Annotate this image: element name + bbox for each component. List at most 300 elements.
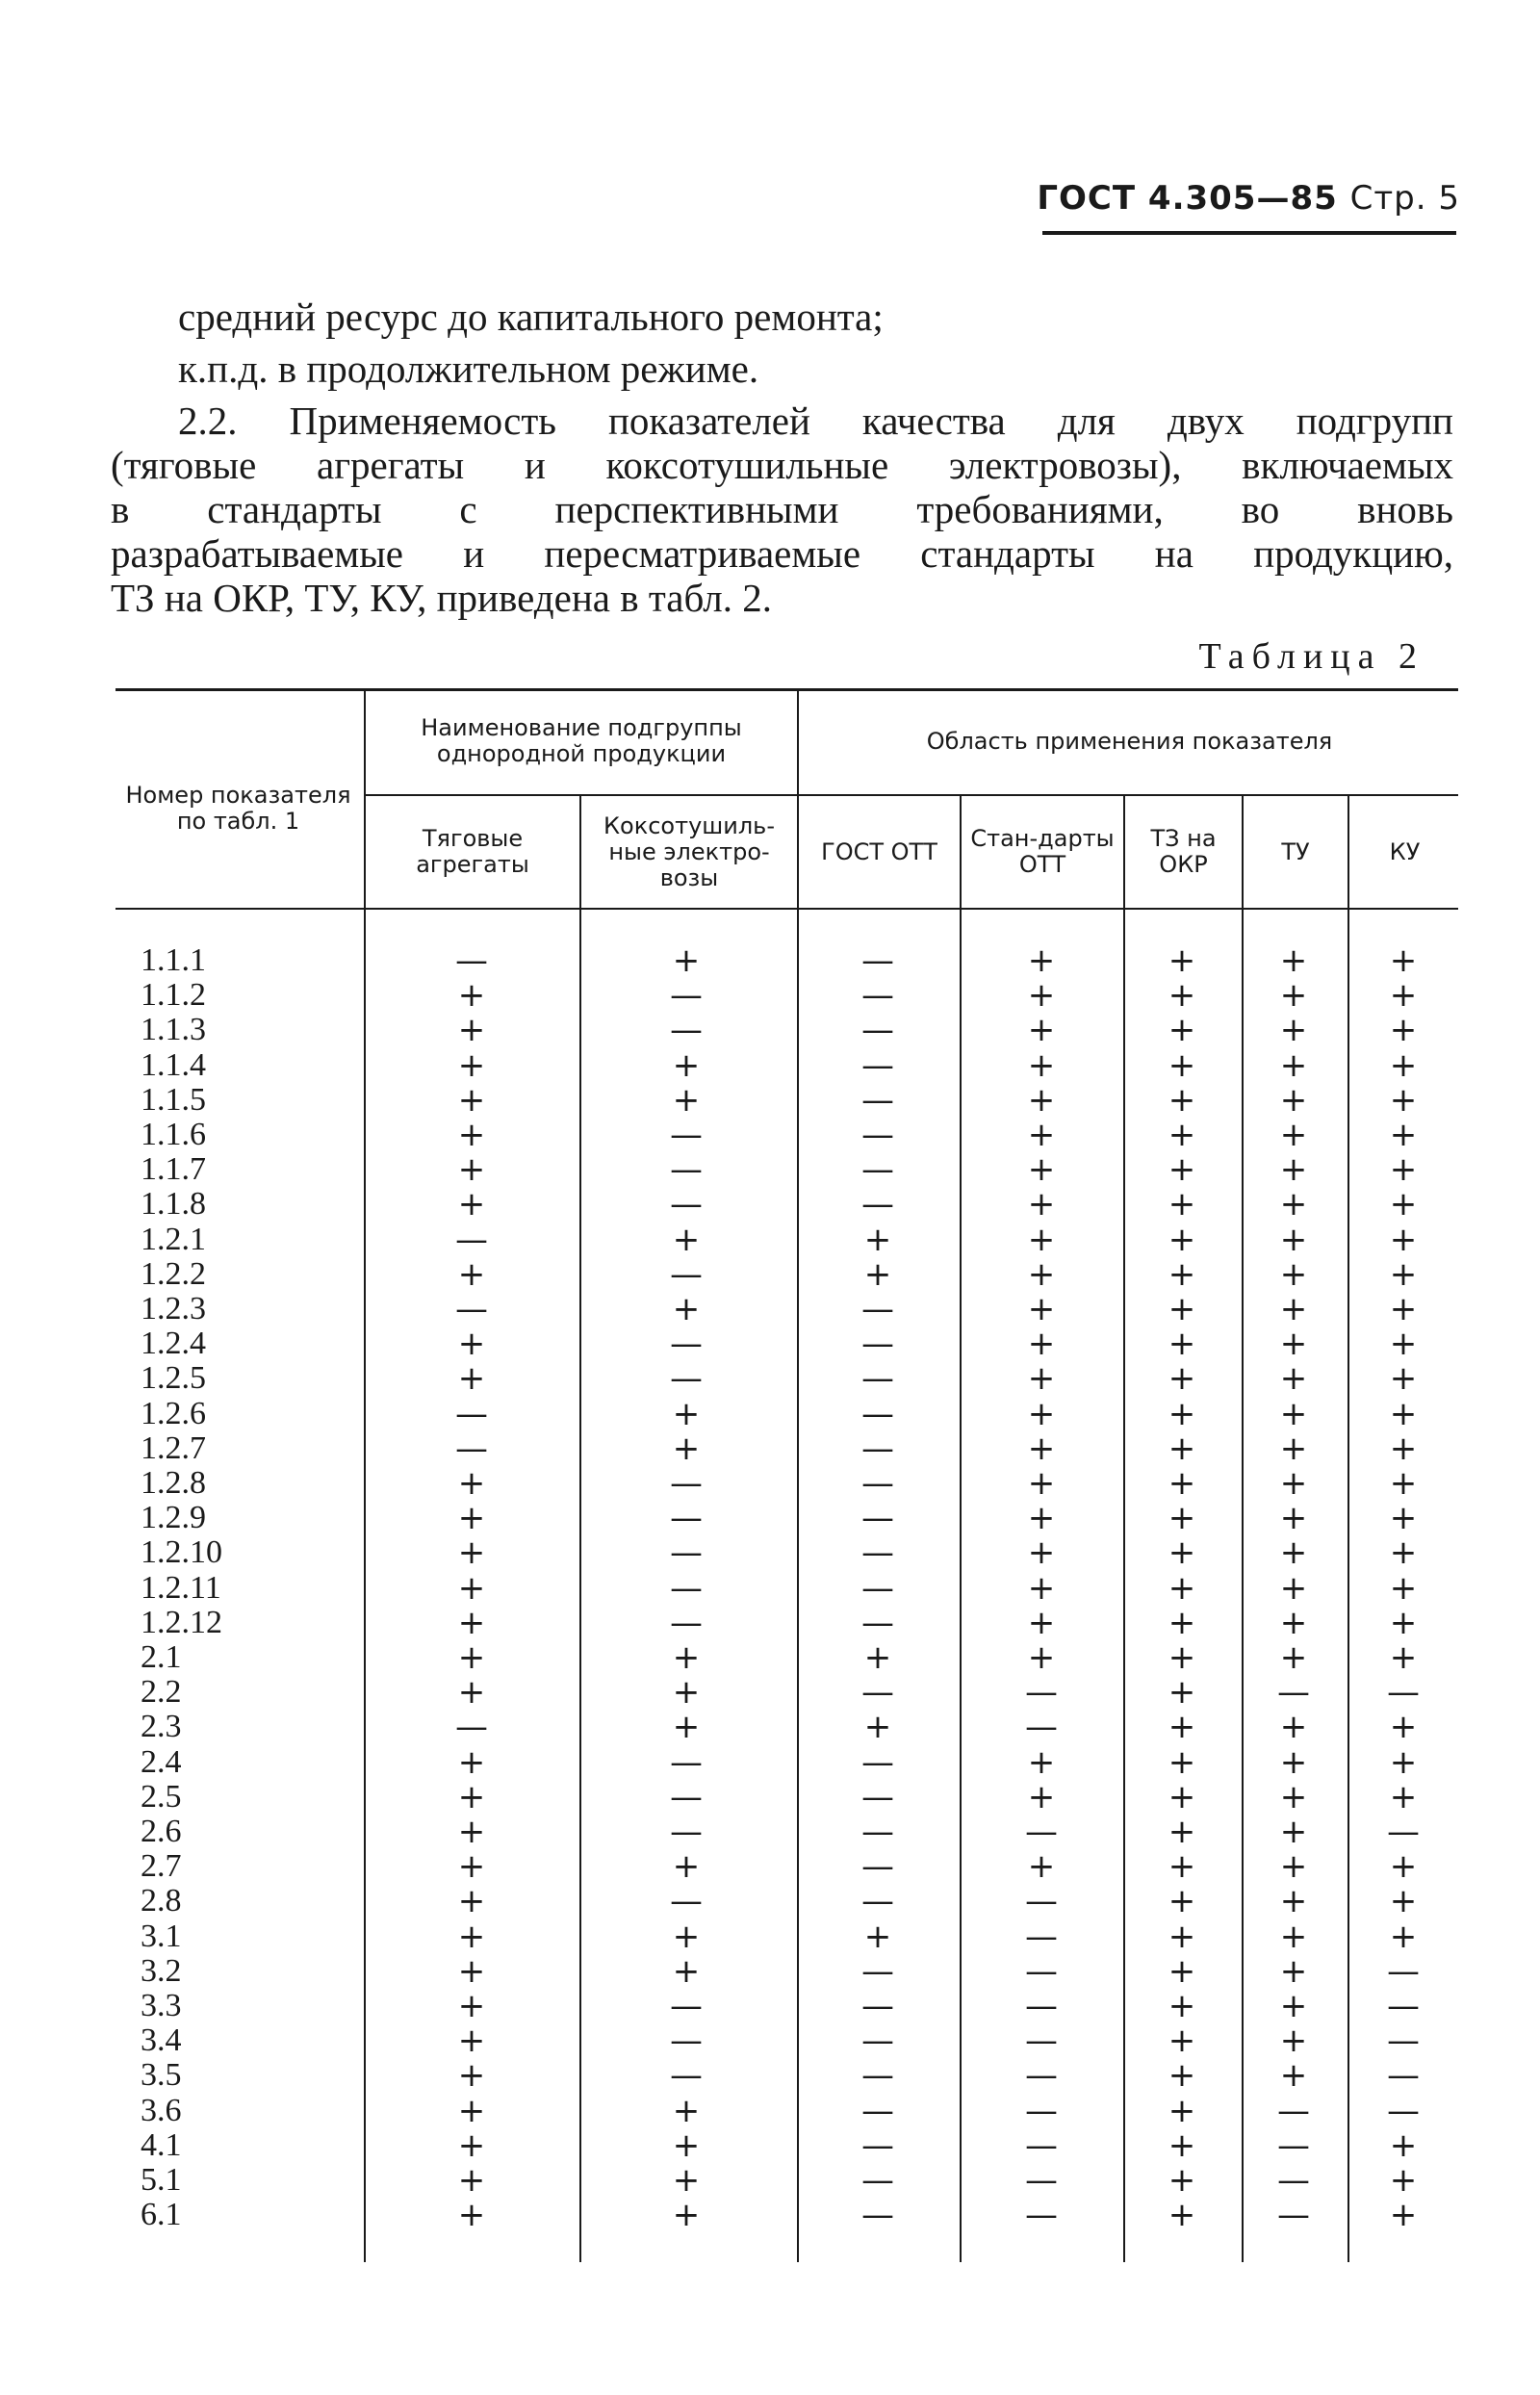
table-cell-mark: — xyxy=(861,1080,894,1120)
table-cell-mark: — xyxy=(861,2022,894,2061)
table-cell-mark: + xyxy=(1279,1116,1308,1154)
table-cell-mark: — xyxy=(1277,2196,1310,2235)
table-cell-mark: + xyxy=(1168,2161,1196,2200)
table-cell-mark: + xyxy=(1389,1429,1418,1468)
table-cell-mark: — xyxy=(1025,2161,1058,2200)
table-cell-mark: + xyxy=(1027,1847,1056,1887)
table-cell-mark: — xyxy=(455,1220,488,1259)
table-cell-mark: — xyxy=(861,1533,894,1573)
table-cell-mark: + xyxy=(457,1254,486,1294)
table-cell-mark: + xyxy=(1168,1045,1196,1085)
table-cell-mark: — xyxy=(861,1987,894,2025)
table-cell-mark: + xyxy=(1389,1638,1418,1677)
table-cell-mark: — xyxy=(861,1359,894,1399)
table-cell-mark: — xyxy=(1387,2091,1420,2130)
table-cell-mark: + xyxy=(1389,1150,1418,1190)
table-cell-mark: + xyxy=(457,1673,486,1713)
table-cell-mark: + xyxy=(1279,1568,1308,1608)
row-number: 3.6 xyxy=(141,2092,182,2128)
table-cell-mark: + xyxy=(1027,1499,1056,1538)
table-cell-mark: + xyxy=(1389,1359,1418,1399)
table-cell-mark: + xyxy=(1027,1359,1056,1399)
row-number: 3.5 xyxy=(141,2057,182,2094)
table-cell-mark: + xyxy=(457,1499,486,1538)
table-cell-mark: — xyxy=(861,1290,894,1328)
table-cell-mark: — xyxy=(1387,1951,1420,1991)
table-cell-mark: — xyxy=(670,1116,703,1154)
table-cell-mark: — xyxy=(861,1464,894,1503)
table-cell-mark: — xyxy=(1025,1882,1058,1921)
table-mid-rule xyxy=(366,794,1458,796)
row-number: 2.2 xyxy=(141,1674,182,1711)
header-rule xyxy=(1042,231,1456,235)
table-cell-mark: + xyxy=(1279,1080,1308,1120)
table-cell-mark: — xyxy=(1387,2022,1420,2061)
row-number: 1.2.1 xyxy=(141,1221,206,1257)
table-cell-mark: + xyxy=(1168,1464,1196,1503)
table-cell-mark: + xyxy=(1168,1080,1196,1120)
table-cell-mark: + xyxy=(1389,2125,1418,2165)
table-cell-mark: + xyxy=(1168,2196,1196,2235)
table-cell-mark: — xyxy=(861,1045,894,1085)
table-cell-mark: + xyxy=(457,2125,486,2165)
table-cell-mark: — xyxy=(670,1499,703,1538)
table-cell-mark: — xyxy=(861,1882,894,1921)
row-number: 1.1.6 xyxy=(141,1117,206,1152)
header-col-traction: Тяговые агрегаты xyxy=(416,825,529,878)
table-cell-mark: — xyxy=(670,1742,703,1782)
table-cell-mark: + xyxy=(1027,976,1056,1016)
table-cell-mark: — xyxy=(1387,2056,1420,2096)
table-cell-mark: — xyxy=(670,1813,703,1851)
table-cell-mark: — xyxy=(670,1882,703,1921)
table-cell-mark: + xyxy=(457,2022,486,2061)
table-cell-mark: + xyxy=(1279,1917,1308,1956)
row-number: 1.2.12 xyxy=(141,1604,222,1640)
row-number: 1.2.2 xyxy=(141,1255,206,1292)
table-cell-mark: — xyxy=(1025,1708,1058,1747)
table-cell-mark: — xyxy=(1025,2056,1058,2096)
col-divider xyxy=(364,691,366,2262)
table-cell-mark: — xyxy=(670,1603,703,1642)
table-cell-mark: — xyxy=(861,1011,894,1050)
table-cell-mark: + xyxy=(863,1220,892,1259)
table-cell-mark: + xyxy=(457,1917,486,1956)
table-cell-mark: + xyxy=(1027,1603,1056,1642)
table-cell-mark: + xyxy=(1389,1394,1418,1433)
row-number: 3.1 xyxy=(141,1918,182,1954)
table-cell-mark: + xyxy=(1279,1987,1308,2025)
table-cell-mark: — xyxy=(861,1150,894,1190)
table-cell-mark: + xyxy=(1027,1394,1056,1433)
table-cell-mark: + xyxy=(1027,1429,1056,1468)
table-cell-mark: + xyxy=(1389,2161,1418,2200)
table-cell-mark: + xyxy=(1279,1847,1308,1887)
table-cell-mark: + xyxy=(457,1638,486,1677)
table-cell-mark: + xyxy=(1389,1080,1418,1120)
table-cell-mark: — xyxy=(861,1185,894,1224)
table-cell-mark: + xyxy=(1389,1116,1418,1154)
row-number: 1.2.7 xyxy=(141,1429,206,1466)
col-divider xyxy=(579,796,581,2262)
header-number: Номер показателя по табл. 1 xyxy=(125,782,351,835)
header-col-ku: КУ xyxy=(1389,837,1421,865)
row-number: 2.5 xyxy=(141,1778,182,1815)
row-number: 1.1.7 xyxy=(141,1151,206,1188)
table-cell-mark: + xyxy=(1279,1429,1308,1468)
table-cell-mark: + xyxy=(457,1847,486,1887)
table-cell-mark: — xyxy=(670,2056,703,2096)
table-cell-mark: + xyxy=(1168,1011,1196,1050)
table-cell-mark: + xyxy=(457,2196,486,2235)
table-cell-mark: — xyxy=(1025,1673,1058,1713)
table-cell-mark: + xyxy=(672,1429,701,1468)
table-cell-mark: + xyxy=(457,1359,486,1399)
table-cell-mark: — xyxy=(861,1429,894,1468)
table-cell-mark: — xyxy=(861,2091,894,2130)
table-cell-mark: + xyxy=(1168,1429,1196,1468)
table-cell-mark: + xyxy=(1168,1359,1196,1399)
table-cell-mark: + xyxy=(457,1080,486,1120)
table-cell-mark: + xyxy=(1389,1220,1418,1259)
header-subgroup: Наименование подгруппы однородной продукции xyxy=(421,714,742,767)
table-cell-mark: — xyxy=(1387,1987,1420,2025)
row-number: 1.1.1 xyxy=(141,942,206,978)
table-cell-mark: — xyxy=(861,1116,894,1154)
table-cell-mark: + xyxy=(1389,1011,1418,1050)
table-top-rule xyxy=(116,688,1458,691)
table-cell-mark: — xyxy=(670,1325,703,1364)
row-number: 2.6 xyxy=(141,1814,182,1849)
table-cell-mark: + xyxy=(457,1603,486,1642)
table-cell-mark: — xyxy=(670,1568,703,1608)
table-cell-mark: — xyxy=(670,1150,703,1190)
table-cell-mark: — xyxy=(861,1499,894,1538)
header-scope: Область применения показателя xyxy=(926,727,1333,755)
table-cell-mark: + xyxy=(672,1708,701,1747)
header-col-tu: ТУ xyxy=(1281,837,1310,865)
table-cell-mark: — xyxy=(1025,2125,1058,2165)
table-cell-mark: + xyxy=(1279,1603,1308,1642)
table-cell-mark: + xyxy=(457,1150,486,1190)
table-cell-mark: + xyxy=(1168,1742,1196,1782)
row-number: 3.2 xyxy=(141,1952,182,1989)
table-cell-mark: + xyxy=(672,2161,701,2200)
table-cell-mark: + xyxy=(1389,1882,1418,1921)
table-cell-mark: + xyxy=(1389,1742,1418,1782)
row-number: 2.3 xyxy=(141,1709,182,1745)
table-cell-mark: — xyxy=(670,1359,703,1399)
paragraph-line: разрабатываемые и пересматриваемые стандарты на продукцию, xyxy=(111,531,1453,576)
table-cell-mark: + xyxy=(672,1847,701,1887)
table-cell-mark: + xyxy=(1027,1220,1056,1259)
table-cell-mark: + xyxy=(672,2125,701,2165)
row-number: 3.3 xyxy=(141,1988,182,2023)
table-cell-mark: — xyxy=(861,2196,894,2235)
table-cell-mark: + xyxy=(1389,1847,1418,1887)
table-cell-mark: + xyxy=(1168,1185,1196,1224)
table-caption: Таблица 2 xyxy=(1198,636,1424,677)
table-cell-mark: + xyxy=(1389,1533,1418,1573)
table-cell-mark: + xyxy=(457,2161,486,2200)
table-cell-mark: + xyxy=(863,1638,892,1677)
table-cell-mark: + xyxy=(672,2196,701,2235)
table-cell-mark: — xyxy=(1025,1813,1058,1851)
table-cell-mark: + xyxy=(1168,976,1196,1016)
col-divider xyxy=(1348,796,1349,2262)
table-cell-mark: — xyxy=(861,1325,894,1364)
paragraph-line: (тяговые агрегаты и коксотушильные электровозы), включаемых xyxy=(111,443,1453,487)
table-cell-mark: + xyxy=(1027,1150,1056,1190)
list-line: средний ресурс до капитального ремонта; xyxy=(178,295,884,339)
table-cell-mark: + xyxy=(1279,1325,1308,1364)
table-cell-mark: — xyxy=(1387,1813,1420,1851)
table-cell-mark: — xyxy=(861,1777,894,1816)
table-cell-mark: + xyxy=(457,2091,486,2130)
table-cell-mark: + xyxy=(1389,1254,1418,1294)
table-cell-mark: — xyxy=(670,976,703,1016)
page-number: Стр. 5 xyxy=(1349,179,1460,218)
table-cell-mark: + xyxy=(1389,2196,1418,2235)
table-cell-mark: + xyxy=(1027,1185,1056,1224)
table-cell-mark: — xyxy=(670,1464,703,1503)
table-cell-mark: + xyxy=(1279,1499,1308,1538)
table-cell-mark: + xyxy=(1168,1951,1196,1991)
table-cell-mark: + xyxy=(672,1220,701,1259)
table-cell-mark: — xyxy=(455,1708,488,1747)
table-cell-mark: + xyxy=(1168,1673,1196,1713)
table-cell-mark: — xyxy=(455,1394,488,1433)
table-cell-mark: + xyxy=(1027,941,1056,980)
table-cell-mark: — xyxy=(1025,1987,1058,2025)
row-number: 2.7 xyxy=(141,1848,182,1885)
table-cell-mark: + xyxy=(1279,1951,1308,1991)
table-cell-mark: + xyxy=(1389,1045,1418,1085)
table-cell-mark: — xyxy=(455,1429,488,1468)
table-cell-mark: + xyxy=(1279,1045,1308,1085)
table-cell-mark: — xyxy=(455,941,488,980)
table-cell-mark: — xyxy=(1025,2022,1058,2061)
table-cell-mark: + xyxy=(1279,1220,1308,1259)
table-cell-mark: + xyxy=(672,1638,701,1677)
table-cell-mark: — xyxy=(861,2161,894,2200)
table-cell-mark: + xyxy=(672,2091,701,2130)
table-cell-mark: + xyxy=(1168,1708,1196,1747)
row-number: 1.2.3 xyxy=(141,1291,206,1326)
table-cell-mark: — xyxy=(670,1011,703,1050)
table-cell-mark: + xyxy=(1168,2091,1196,2130)
table-cell-mark: — xyxy=(861,2056,894,2096)
table-cell-mark: + xyxy=(1168,1813,1196,1851)
table-cell-mark: + xyxy=(457,1464,486,1503)
table-cell-mark: + xyxy=(1027,1080,1056,1120)
row-number: 1.1.5 xyxy=(141,1081,206,1118)
paragraph-line: 2.2. Применяемость показателей качества для двух подгрупп xyxy=(178,399,1453,443)
table-cell-mark: + xyxy=(1168,1987,1196,2025)
table-cell-mark: + xyxy=(1279,1533,1308,1573)
table-cell-mark: — xyxy=(670,1185,703,1224)
table-cell-mark: + xyxy=(1168,941,1196,980)
row-number: 5.1 xyxy=(141,2162,182,2198)
table-cell-mark: + xyxy=(457,1813,486,1851)
table-cell-mark: + xyxy=(1389,976,1418,1016)
table-cell-mark: + xyxy=(1168,1394,1196,1433)
table-cell-mark: + xyxy=(1279,2022,1308,2061)
row-number: 1.2.4 xyxy=(141,1326,206,1362)
row-number: 1.2.8 xyxy=(141,1465,206,1501)
table-cell-mark: + xyxy=(672,1917,701,1956)
col-divider xyxy=(1123,796,1125,2262)
table-cell-mark: — xyxy=(861,976,894,1016)
table-cell-mark: + xyxy=(1279,1011,1308,1050)
table-cell-mark: + xyxy=(1168,1638,1196,1677)
table-cell-mark: + xyxy=(1027,1638,1056,1677)
col-divider xyxy=(960,796,962,2262)
table-cell-mark: — xyxy=(1387,1673,1420,1713)
table-cell-mark: + xyxy=(1168,1533,1196,1573)
table-cell-mark: — xyxy=(861,1847,894,1887)
table-cell-mark: — xyxy=(861,1813,894,1851)
table-cell-mark: + xyxy=(1279,941,1308,980)
table-cell-mark: + xyxy=(457,1533,486,1573)
row-number: 1.2.11 xyxy=(141,1569,221,1606)
table-cell-mark: — xyxy=(670,1254,703,1294)
table-cell-mark: + xyxy=(1168,2056,1196,2096)
table-cell-mark: + xyxy=(1168,1220,1196,1259)
table-cell-mark: + xyxy=(672,1673,701,1713)
row-number: 1.2.5 xyxy=(141,1360,206,1397)
table-cell-mark: — xyxy=(1277,1673,1310,1713)
table-cell-mark: + xyxy=(1389,1325,1418,1364)
table-header-rule xyxy=(116,908,1458,910)
table-cell-mark: + xyxy=(1168,2125,1196,2165)
table-cell-mark: + xyxy=(1027,1533,1056,1573)
doc-number: ГОСТ 4.305—85 xyxy=(1037,179,1338,218)
table-cell-mark: + xyxy=(1168,2022,1196,2061)
table-cell-mark: + xyxy=(1279,1638,1308,1677)
table-cell-mark: + xyxy=(457,1116,486,1154)
table-cell-mark: — xyxy=(861,1673,894,1713)
table-cell-mark: + xyxy=(1279,1777,1308,1816)
row-number: 1.1.3 xyxy=(141,1012,206,1048)
list-line: к.п.д. в продолжительном режиме. xyxy=(178,347,759,391)
table-cell-mark: + xyxy=(1168,1777,1196,1816)
table-cell-mark: + xyxy=(1279,1882,1308,1921)
table-cell-mark: + xyxy=(672,1394,701,1433)
table-cell-mark: + xyxy=(1279,1185,1308,1224)
table-cell-mark: — xyxy=(670,1987,703,2025)
table-cell-mark: + xyxy=(672,1045,701,1085)
table-cell-mark: + xyxy=(1168,1603,1196,1642)
table-cell-mark: + xyxy=(863,1917,892,1956)
table-cell-mark: + xyxy=(1389,1185,1418,1224)
table-cell-mark: + xyxy=(1279,1254,1308,1294)
table-cell-mark: + xyxy=(1389,1290,1418,1328)
table-cell-mark: — xyxy=(861,1394,894,1433)
row-number: 1.1.4 xyxy=(141,1046,206,1083)
col-divider xyxy=(1242,796,1244,2262)
table-cell-mark: + xyxy=(457,1777,486,1816)
table-cell-mark: + xyxy=(1168,1917,1196,1956)
row-number: 1.1.2 xyxy=(141,977,206,1014)
table-cell-mark: + xyxy=(672,1951,701,1991)
header-col-standards-ott: Стан-дарты ОТТ xyxy=(970,825,1115,878)
header-col-tz-okr: ТЗ на ОКР xyxy=(1150,825,1217,878)
table-cell-mark: + xyxy=(672,1290,701,1328)
table-cell-mark: + xyxy=(457,1568,486,1608)
table-cell-mark: — xyxy=(455,1290,488,1328)
table-cell-mark: + xyxy=(1389,941,1418,980)
running-header xyxy=(1037,179,1460,218)
row-number: 2.1 xyxy=(141,1639,182,1675)
table-cell-mark: — xyxy=(861,1951,894,1991)
table-cell-mark: — xyxy=(861,1603,894,1642)
row-number: 1.1.8 xyxy=(141,1186,206,1223)
table-cell-mark: + xyxy=(457,1742,486,1782)
table-cell-mark: + xyxy=(1389,1917,1418,1956)
table-cell-mark: + xyxy=(1027,1290,1056,1328)
table-cell-mark: + xyxy=(1168,1325,1196,1364)
table-cell-mark: + xyxy=(1168,1254,1196,1294)
row-number: 6.1 xyxy=(141,2197,182,2233)
table-cell-mark: + xyxy=(1279,2056,1308,2096)
row-number: 1.2.9 xyxy=(141,1500,206,1536)
table-cell-mark: + xyxy=(1027,1742,1056,1782)
table-cell-mark: + xyxy=(863,1254,892,1294)
table-cell-mark: — xyxy=(1025,1951,1058,1991)
table-cell-mark: + xyxy=(1279,1150,1308,1190)
table-cell-mark: — xyxy=(1277,2125,1310,2165)
table-cell-mark: + xyxy=(457,1185,486,1224)
table-cell-mark: + xyxy=(1389,1603,1418,1642)
table-cell-mark: + xyxy=(1027,1254,1056,1294)
table-cell-mark: — xyxy=(861,2125,894,2165)
table-cell-mark: + xyxy=(1027,1011,1056,1050)
table-cell-mark: — xyxy=(861,1742,894,1782)
header-col-coke: Коксотушиль-ные электро-возы xyxy=(603,811,775,891)
table-cell-mark: + xyxy=(1279,1708,1308,1747)
table-cell-mark: + xyxy=(457,1951,486,1991)
table-cell-mark: + xyxy=(1027,1116,1056,1154)
table-cell-mark: — xyxy=(861,1568,894,1608)
row-number: 2.8 xyxy=(141,1883,182,1919)
table-cell-mark: + xyxy=(1168,1882,1196,1921)
table-cell-mark: + xyxy=(1279,1464,1308,1503)
col-divider xyxy=(797,691,799,2262)
table-cell-mark: — xyxy=(861,941,894,980)
table-cell-mark: + xyxy=(1389,1708,1418,1747)
table-cell-mark: — xyxy=(670,1777,703,1816)
table-cell-mark: + xyxy=(457,1882,486,1921)
row-number: 3.4 xyxy=(141,2022,182,2059)
table-cell-mark: — xyxy=(670,2022,703,2061)
table-cell-mark: + xyxy=(672,1080,701,1120)
table-cell-mark: + xyxy=(1389,1777,1418,1816)
table-cell-mark: + xyxy=(457,1325,486,1364)
row-number: 1.2.10 xyxy=(141,1534,222,1571)
row-number: 2.4 xyxy=(141,1743,182,1780)
table-cell-mark: + xyxy=(1279,1359,1308,1399)
table-cell-mark: + xyxy=(457,1987,486,2025)
table-cell-mark: + xyxy=(1027,1777,1056,1816)
table-cell-mark: + xyxy=(1168,1568,1196,1608)
table-cell-mark: + xyxy=(863,1708,892,1747)
table-cell-mark: + xyxy=(1168,1847,1196,1887)
table-cell-mark: — xyxy=(1025,1917,1058,1956)
table-cell-mark: — xyxy=(1025,2196,1058,2235)
table-cell-mark: + xyxy=(1168,1116,1196,1154)
table-cell-mark: + xyxy=(1389,1464,1418,1503)
